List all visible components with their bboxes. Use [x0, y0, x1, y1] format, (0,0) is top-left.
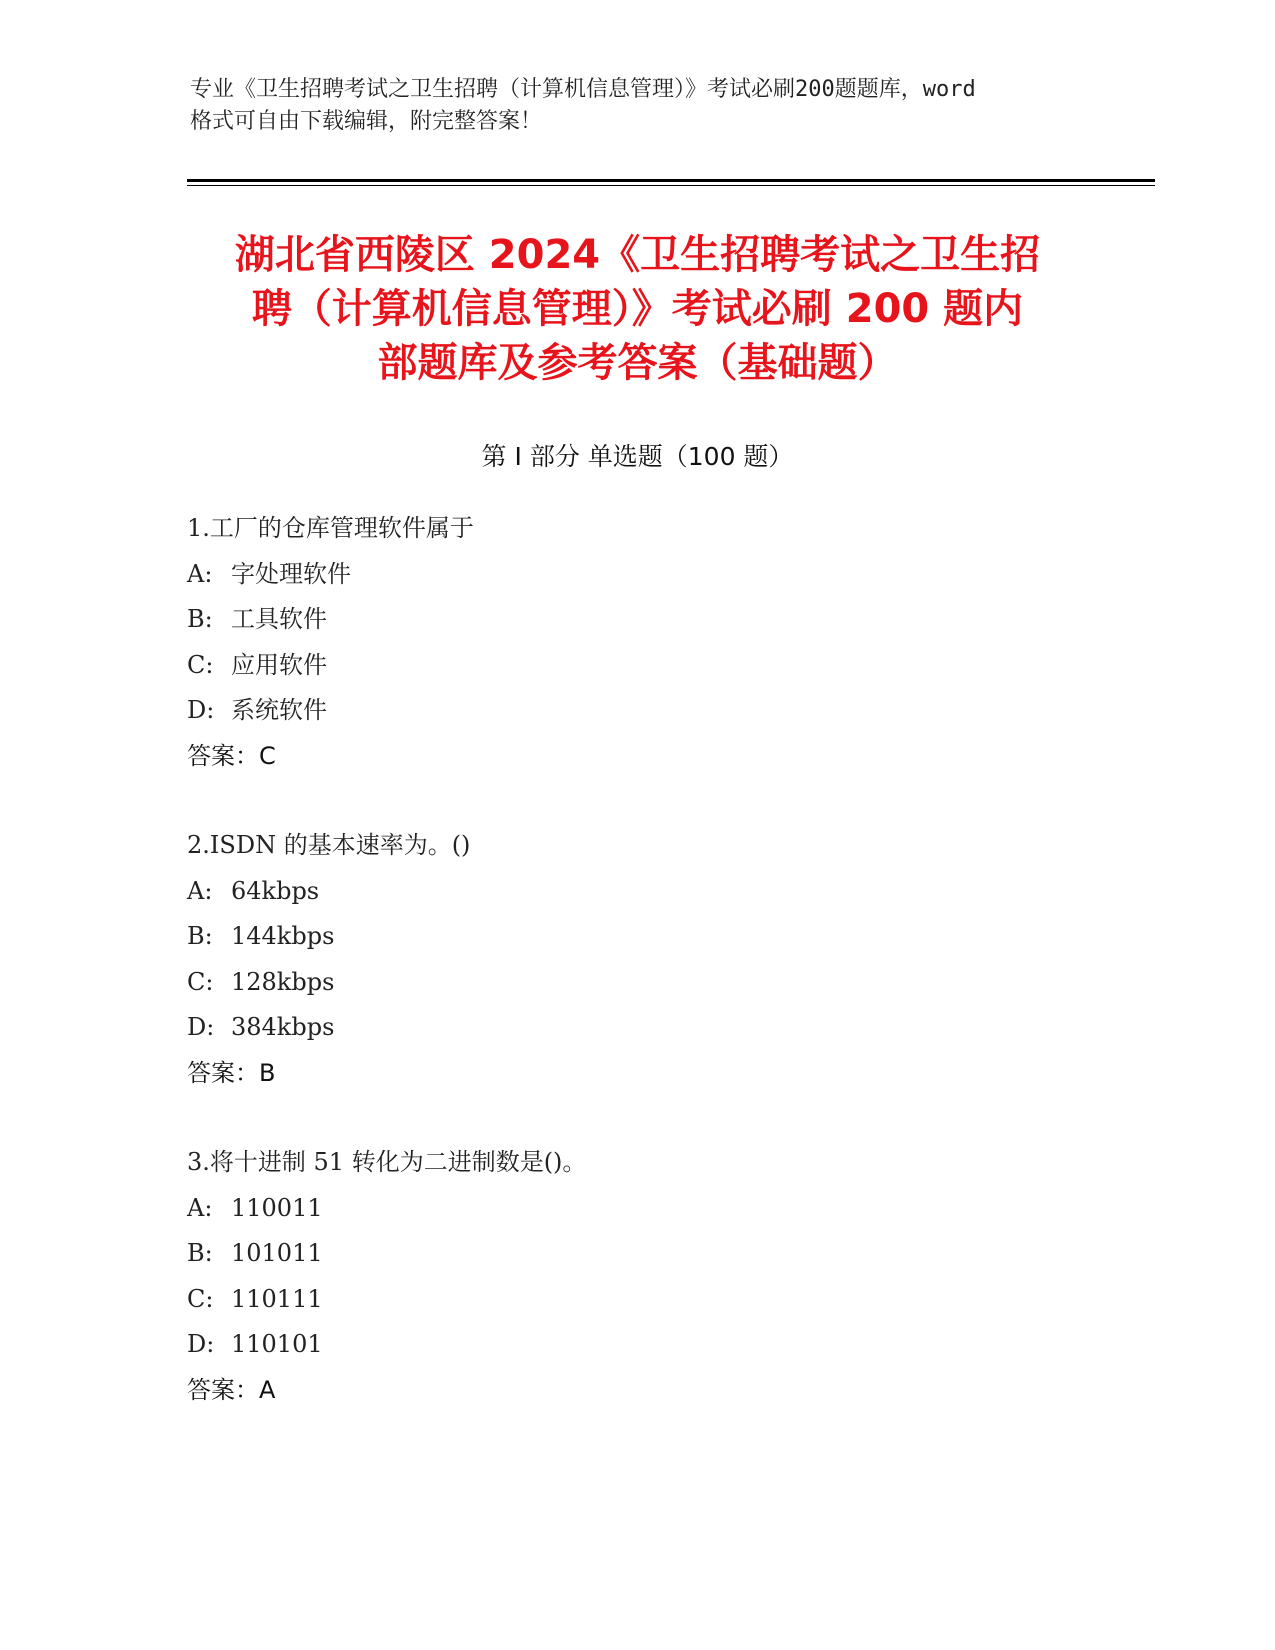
option-letter: D:	[187, 1330, 215, 1358]
question-stem: 1.工厂的仓库管理软件属于	[187, 514, 474, 542]
header-note	[190, 74, 1090, 138]
option-c	[187, 1277, 1087, 1323]
option-d	[187, 1005, 1087, 1051]
option-letter: A:	[187, 876, 213, 905]
question-3	[187, 1140, 1087, 1413]
header-divider-thin	[187, 185, 1155, 186]
header-divider-thick	[187, 179, 1155, 182]
option-d	[187, 1322, 1087, 1368]
option-letter: B:	[187, 605, 213, 633]
option-letter: C:	[187, 650, 214, 679]
option-a	[187, 552, 1087, 598]
answer-line: 答案：B	[187, 1058, 276, 1087]
answer-line: 答案：C	[187, 741, 276, 770]
option-letter: D:	[187, 696, 215, 724]
header-note-line-1: 专业《卫生招聘考试之卫生招聘（计算机信息管理）》考试必刷200题题库，word	[190, 77, 976, 102]
option-letter: B:	[187, 1239, 213, 1267]
option-letter: D:	[187, 1013, 215, 1041]
option-letter: B:	[187, 922, 213, 950]
option-c	[187, 643, 1087, 689]
answer-line: 答案：A	[187, 1375, 276, 1404]
section-title: 第 I 部分 单选题（100 题）	[481, 442, 794, 471]
option-text: 64kbps	[231, 876, 320, 905]
document-title-line-1: 湖北省西陵区 2024《卫生招聘考试之卫生招	[234, 232, 1041, 278]
document-title	[150, 228, 1125, 390]
option-text: 101011	[231, 1239, 323, 1267]
document-title-line-2: 聘（计算机信息管理）》考试必刷 200 题内	[251, 286, 1024, 332]
option-b	[187, 914, 1087, 960]
option-text: 128kbps	[231, 967, 335, 996]
option-text: 110111	[231, 1284, 323, 1313]
option-text: 字处理软件	[231, 559, 351, 588]
question-2	[187, 823, 1087, 1096]
option-d	[187, 688, 1087, 734]
option-a	[187, 869, 1087, 915]
document-title-line-3: 部题库及参考答案（基础题）	[377, 340, 898, 386]
option-text: 系统软件	[231, 696, 327, 724]
option-b	[187, 1231, 1087, 1277]
option-text: 144kbps	[231, 922, 335, 950]
option-letter: A:	[187, 559, 213, 588]
question-stem: 3.将十进制 51 转化为二进制数是()。	[187, 1148, 587, 1176]
option-c	[187, 960, 1087, 1006]
option-text: 110011	[231, 1193, 323, 1222]
option-letter: A:	[187, 1193, 213, 1222]
option-text: 工具软件	[231, 605, 327, 633]
question-stem: 2.ISDN 的基本速率为。()	[187, 831, 471, 859]
header-note-line-2: 格式可自由下载编辑，附完整答案！	[190, 109, 543, 134]
option-text: 110101	[231, 1330, 323, 1358]
option-text: 384kbps	[231, 1013, 335, 1041]
option-a	[187, 1186, 1087, 1232]
option-b	[187, 597, 1087, 643]
option-text: 应用软件	[231, 650, 327, 679]
option-letter: C:	[187, 967, 214, 996]
option-letter: C:	[187, 1284, 214, 1313]
question-1	[187, 506, 1087, 779]
